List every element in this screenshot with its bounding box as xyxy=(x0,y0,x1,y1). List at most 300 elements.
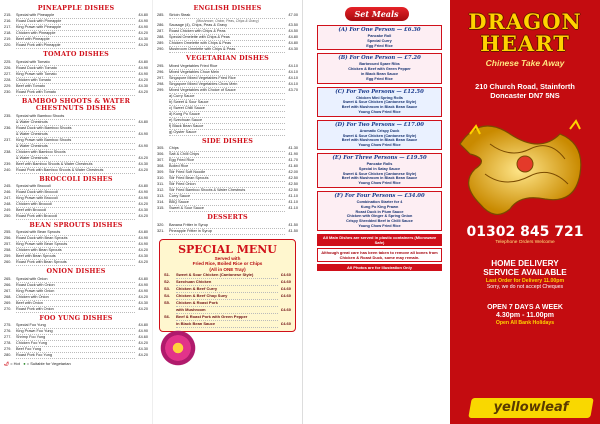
legend xyxy=(4,361,148,367)
item-price: £4.60 xyxy=(280,307,291,313)
item-number: 277. xyxy=(4,335,12,340)
item-number: S5. xyxy=(164,300,171,306)
item-price: £4.10 xyxy=(288,81,298,86)
item-number: 321. xyxy=(157,228,165,233)
item-number: 270. xyxy=(4,306,12,311)
desserts-title: DESSERTS xyxy=(207,213,248,222)
item-name: Beef Foo Yung xyxy=(16,347,135,353)
set-meal-line: Sweet & Sour Chicken (Cantonese Style) xyxy=(342,100,417,105)
menu-item xyxy=(4,168,148,174)
printer-logo-text: yellowleaf xyxy=(493,400,569,415)
item-number: S1. xyxy=(164,272,171,278)
item-number: 228. xyxy=(4,77,12,82)
bank-holidays: Open All Bank Holidays xyxy=(495,320,555,326)
bones-note: Although great care has been taken to remove all bones from Chicken & Roast Duck, some may remain. xyxy=(317,248,442,262)
item-price: £4.90 xyxy=(138,282,148,287)
item-price: £4.30 xyxy=(288,47,298,52)
cover-panel xyxy=(450,0,600,424)
item-price: £4.90 xyxy=(138,65,148,70)
item-number: 240. xyxy=(4,167,12,172)
item-price: £4.30 xyxy=(138,37,148,42)
item-name: Special with Broccoli xyxy=(16,184,135,190)
menu-item xyxy=(164,314,291,321)
item-number: 295. xyxy=(157,63,165,68)
item-name: Stir Fried Bean Sprouts xyxy=(169,176,285,182)
item-name: e) Szechuan Sauce xyxy=(169,118,285,124)
item-number: 255. xyxy=(4,230,12,235)
item-price: £4.90 xyxy=(138,25,148,30)
item-name: d) Kung Po Sauce xyxy=(169,112,285,118)
item-price: £4.20 xyxy=(138,260,148,265)
item-name: Special with Pineapple xyxy=(16,13,135,19)
item-price: £4.60 xyxy=(280,286,291,292)
item-price: £4.60 xyxy=(138,335,148,340)
item-name: Beef with Bamboo Shoots & Water Chestnuts xyxy=(16,162,135,168)
item-price: £4.90 xyxy=(138,329,148,334)
set-meals-banner: Set Meals xyxy=(345,7,409,21)
item-price: £4.80 xyxy=(288,35,298,40)
item-price: £4.80 xyxy=(138,119,148,124)
item-price: £4.90 xyxy=(138,190,148,195)
item-number: S4. xyxy=(164,293,171,299)
item-name: f) Black Bean Sauce xyxy=(169,124,285,130)
item-name: Mixed Vegetables Chow Mein xyxy=(169,70,285,76)
item-number: 275. xyxy=(4,323,12,328)
menu-item xyxy=(164,293,291,300)
item-name: Roast Pork Foo Yung xyxy=(16,353,135,359)
section-title: FOO YUNG DISHES xyxy=(39,313,113,322)
item-number: S6. xyxy=(164,314,171,320)
item-number: 307. xyxy=(157,158,165,163)
item-price xyxy=(286,130,298,136)
item-name: Roast Duck with Bamboo Shoots xyxy=(16,126,135,132)
set-meal-line: Young Chow Fried Rice xyxy=(358,109,401,114)
item-name: Chicken Omelette with Chips & Peas xyxy=(169,41,285,47)
item-name: Roast Pork with Onion xyxy=(16,307,135,313)
set-meal-line: Chicken & Beef with Green Pepper xyxy=(348,67,411,72)
item-number: 230. xyxy=(4,89,12,94)
section-title: ONION DISHES xyxy=(46,267,106,276)
item-name: Chicken with Bamboo Shoots xyxy=(16,150,135,156)
set-meal-line: Beef with Mushroom in Black Bean Sauce xyxy=(341,176,418,181)
item-price: £4.20 xyxy=(138,214,148,219)
item-price: £4.20 xyxy=(138,341,148,346)
item-number: 236. xyxy=(4,125,12,130)
item-number: 278. xyxy=(4,341,12,346)
set-meal-line: Crispy Shredded Beef in Chilli Sauce xyxy=(346,219,413,224)
item-number: 260. xyxy=(4,260,12,265)
item-name: Sweet & Sour Chicken (Cantonese Style) xyxy=(176,272,278,279)
item-name: Egg Fried Rice xyxy=(169,158,285,164)
item-name: Special with Bean Sprouts xyxy=(16,230,135,236)
item-name: & Water Chestnuts xyxy=(16,120,135,126)
address-line-1: 210 Church Road, Stainforth xyxy=(475,82,575,91)
item-name: Special with Bamboo Shoots xyxy=(16,114,135,120)
menu-item xyxy=(4,90,148,96)
item-number: 250. xyxy=(4,214,12,219)
item-price: £4.90 xyxy=(138,236,148,241)
item-price: £1.70 xyxy=(288,158,298,163)
item-price: £1.30 xyxy=(288,146,298,151)
special-served-line-2: Fried Rice, Boiled Rice or Chips xyxy=(192,261,263,267)
item-name: Roast Chicken with Chips & Peas xyxy=(169,29,285,35)
item-number: 269. xyxy=(4,300,12,305)
item-name: Singapore Mixed Vegetables Fried Rice xyxy=(169,76,285,82)
item-name: Stir Fried Bamboo Shoots & Water Chestnuts xyxy=(169,188,285,194)
item-number: 305. xyxy=(157,146,165,151)
item-number: 285. xyxy=(157,13,165,18)
item-number: 237. xyxy=(4,137,12,142)
legend-hot: = Hot xyxy=(10,361,20,367)
item-number: 299. xyxy=(157,87,165,92)
set-meal-line: Young Chow Fried Rice xyxy=(358,223,401,228)
item-number: 268. xyxy=(4,294,12,299)
item-number: 246. xyxy=(4,190,12,195)
item-price: £4.50 xyxy=(288,29,298,34)
item-number: 239. xyxy=(4,161,12,166)
menu-item xyxy=(4,353,148,359)
item-name: Beef & Roast Pork with Green Pepper xyxy=(176,314,278,321)
item-price: £1.50 xyxy=(288,222,298,227)
menu-item xyxy=(164,321,291,328)
menu-item xyxy=(164,279,291,286)
menu-item xyxy=(4,43,148,49)
item-number: 289. xyxy=(157,41,165,46)
set-meal-line: Beef with Mushroom in Black Bean Sauce xyxy=(341,105,418,110)
item-number: 288. xyxy=(157,35,165,40)
item-number: 245. xyxy=(4,184,12,189)
item-number: 258. xyxy=(4,248,12,253)
item-name: Mushroom Omelette with Chips & Peas xyxy=(169,47,285,53)
item-number: 249. xyxy=(4,208,12,213)
set-meal-line: Sweet & Sour Chicken (Cantonese Style) xyxy=(342,171,417,176)
menu-item xyxy=(164,307,291,314)
item-name: Chicken Foo Yung xyxy=(16,341,135,347)
special-served-line-3: (All in ONE Tray) xyxy=(209,266,246,272)
set-meal-heading: (D) For Two Persons — £17.00 xyxy=(335,121,424,128)
item-price: £4.80 xyxy=(138,276,148,281)
item-price: £4.30 xyxy=(138,161,148,166)
item-name: c) Sweet Chilli Sauce xyxy=(169,106,285,112)
item-number: 220. xyxy=(4,43,12,48)
item-number xyxy=(157,130,169,136)
item-name: Special Foo Yung xyxy=(16,323,135,329)
item-name: Curry Sauce xyxy=(169,194,285,200)
delivery-line-2: SERVICE AVAILABLE xyxy=(483,268,567,277)
item-number: 312. xyxy=(157,188,165,193)
item-price: £4.30 xyxy=(138,300,148,305)
item-price: £4.30 xyxy=(138,254,148,259)
item-price: £4.20 xyxy=(138,89,148,94)
item-number: 259. xyxy=(4,254,12,259)
set-meal-box xyxy=(317,53,442,83)
photos-note: All Photos are for Illustration Only xyxy=(317,264,442,271)
tagline: Chinese Take Away xyxy=(485,58,565,68)
set-meal-line: Combination Starter for 4 xyxy=(356,199,403,204)
item-name: Beef with Pineapple xyxy=(16,37,135,43)
item-number: S2. xyxy=(164,279,171,285)
item-price: £4.90 xyxy=(138,19,148,24)
item-number: 315. xyxy=(157,206,165,211)
item-number: 276. xyxy=(4,329,12,334)
menu-item xyxy=(157,130,298,136)
item-price: £4.30 xyxy=(138,347,148,352)
item-name: Roast Pork with Bean Sprouts xyxy=(16,260,135,266)
side-dishes-title: SIDE DISHES xyxy=(201,136,254,145)
item-price: £4.60 xyxy=(280,321,291,327)
item-price: £4.90 xyxy=(138,196,148,201)
item-number: 219. xyxy=(4,37,12,42)
set-meal-heading: (C) For Two Persons — £12.50 xyxy=(335,88,424,95)
open-days: OPEN 7 DAYS A WEEK xyxy=(487,304,563,311)
item-name: with Mushroom xyxy=(176,307,278,314)
phone-note: Telephone Orders Welcome xyxy=(495,240,555,245)
dragon-illustration xyxy=(450,104,600,224)
item-name: Chicken with Bean Sprouts xyxy=(16,248,135,254)
item-name: & Water Chestnuts xyxy=(16,132,135,138)
item-price: £4.80 xyxy=(138,13,148,18)
item-price: £4.60 xyxy=(280,279,291,285)
item-number: 309. xyxy=(157,170,165,175)
item-name: Beef with Bean Sprouts xyxy=(16,254,135,260)
item-price xyxy=(279,300,291,307)
item-price: £4.30 xyxy=(138,83,148,88)
opening-hours: 4.30pm - 11.00pm xyxy=(496,312,554,319)
item-price: £4.90 xyxy=(138,242,148,247)
delivery-line-1: HOME DELIVERY xyxy=(491,259,559,268)
menu-item xyxy=(157,47,298,53)
set-meal-line: Young Chow Fried Rice xyxy=(358,143,401,148)
set-meal-heading: (B) For One Person — £7.20 xyxy=(338,55,421,62)
item-price: £2.00 xyxy=(288,170,298,175)
item-price: £4.20 xyxy=(138,202,148,207)
address-line-2: Doncaster DN7 5NS xyxy=(490,91,560,100)
set-meal-line: Egg Fried Rice xyxy=(366,43,393,48)
item-number: 218. xyxy=(4,31,12,36)
logo-line-1: DRAGON xyxy=(468,9,582,34)
item-number: 238. xyxy=(4,149,12,154)
item-number: 257. xyxy=(4,242,12,247)
item-number: 310. xyxy=(157,176,165,181)
item-number: 286. xyxy=(157,23,165,28)
item-name: Roast Duck with Bean Sprouts xyxy=(16,236,135,242)
item-name: Sweet & Sour Sauce xyxy=(169,206,285,212)
item-price: £4.90 xyxy=(138,131,148,136)
item-price: £4.60 xyxy=(280,272,291,278)
menu-item xyxy=(164,286,291,293)
item-number: 229. xyxy=(4,83,12,88)
item-name: Salt & Chilli Chips xyxy=(169,152,285,158)
item-number: 267. xyxy=(4,288,12,293)
item-price: £3.50 xyxy=(288,23,298,28)
item-name: Roast Duck with Onion xyxy=(16,283,135,289)
chili-icon: 🌶 xyxy=(4,361,10,367)
menu-item xyxy=(4,260,148,266)
item-name: Chips xyxy=(169,146,285,152)
item-price: £4.10 xyxy=(288,63,298,68)
item-price: £4.90 xyxy=(138,71,148,76)
set-meal-line: Chicken Mini Spring Rolls xyxy=(356,95,403,100)
item-price: £1.10 xyxy=(288,200,298,205)
set-meal-heading: (A) For One Person — £6.30 xyxy=(338,27,421,33)
dragon-icon xyxy=(450,104,600,224)
item-price: £1.60 xyxy=(288,164,298,169)
item-name: Sausage (4), Chips, Peas & Gravy xyxy=(169,23,285,29)
item-name: Roast Duck with Tomato xyxy=(16,66,135,72)
item-name: Chicken with Broccoli xyxy=(16,202,135,208)
item-price: £4.20 xyxy=(138,248,148,253)
item-name: Roast Pork with Tomato xyxy=(16,90,135,96)
item-number: 320. xyxy=(157,222,165,227)
item-price: £4.90 xyxy=(138,143,148,148)
menu-item xyxy=(157,229,298,235)
menu-column-1 xyxy=(0,0,152,424)
item-number: 287. xyxy=(157,29,165,34)
set-meal-box xyxy=(317,153,442,188)
item-number: 226. xyxy=(4,65,12,70)
menu-item xyxy=(157,206,298,212)
set-meal-line: Barbecued Spare Ribs xyxy=(359,62,400,67)
item-name: King Prawn with Broccoli xyxy=(16,196,135,202)
item-number: 256. xyxy=(4,236,12,241)
item-price: £1.50 xyxy=(288,228,298,233)
item-number: 311. xyxy=(157,182,165,187)
item-name: King Prawn with Bean Sprouts xyxy=(16,242,135,248)
item-number: S3. xyxy=(164,286,171,292)
item-price: £4.20 xyxy=(138,77,148,82)
item-number: 215. xyxy=(4,13,12,18)
item-number: 248. xyxy=(4,202,12,207)
section-title: BEAN SPROUTS DISHES xyxy=(29,221,123,230)
vegetarian-dishes-title: VEGETARIAN DISHES xyxy=(186,54,269,63)
menu-item xyxy=(164,300,291,307)
set-meal-line: Sweet & Sour Chicken (Cantonese Style) xyxy=(342,133,417,138)
item-number: 266. xyxy=(4,282,12,287)
item-price: £4.80 xyxy=(138,230,148,235)
item-number: 235. xyxy=(4,113,12,118)
item-number: 225. xyxy=(4,59,12,64)
item-price: £4.10 xyxy=(288,75,298,80)
set-meals-column xyxy=(302,0,450,424)
item-name: & Water Chestnuts xyxy=(16,156,135,162)
item-number xyxy=(164,307,176,314)
container-note: All Main Dishes are served in plastic containers (Microwave Safe) xyxy=(317,234,442,246)
item-name: Banana Fritter in Syrup xyxy=(169,223,285,229)
item-number: 280. xyxy=(4,353,12,358)
item-name: King Prawn Foo Yung xyxy=(16,329,135,335)
item-number: 297. xyxy=(157,75,165,80)
set-meal-line: Special in Satay Sauce xyxy=(358,166,401,171)
item-price: £4.20 xyxy=(138,155,148,160)
item-name: Stir Fried Soft Noodle xyxy=(169,170,285,176)
special-menu-title: SPECIAL MENU xyxy=(178,242,277,256)
item-price: £4.80 xyxy=(288,41,298,46)
section-title: BAMBOO SHOOTS & WATER CHESTNUTS DISHES xyxy=(21,96,131,113)
set-meal-line: Kung Po King Prawn xyxy=(360,204,399,209)
item-number: 265. xyxy=(4,276,12,281)
item-name: King Prawn with Pineapple xyxy=(16,25,135,31)
item-price: £4.80 xyxy=(138,184,148,189)
item-price: £7.00 xyxy=(288,13,298,18)
item-number: 308. xyxy=(157,164,165,169)
phone-number: 01302 845 721 xyxy=(466,224,584,240)
set-meal-line: Pancake Rolls xyxy=(366,161,393,166)
item-name: Szechuan Chicken xyxy=(176,279,278,286)
item-name: Roast Pork with Pineapple xyxy=(16,43,135,49)
item-number: 216. xyxy=(4,19,12,24)
item-price xyxy=(279,314,291,321)
cheques-note: Sorry, we do not accept Cheques xyxy=(486,284,564,290)
set-meal-box xyxy=(317,87,442,117)
menu-item xyxy=(4,214,148,220)
item-name: King Prawn with Tomato xyxy=(16,72,135,78)
set-meal-line: Aromatic Crispy Duck xyxy=(359,128,400,133)
item-name: Shrimp Foo Yung xyxy=(16,335,135,341)
item-name: Beef with Broccoli xyxy=(16,208,135,214)
item-price: £4.90 xyxy=(138,288,148,293)
item-name: Boiled Rice xyxy=(169,164,285,170)
item-number: 247. xyxy=(4,196,12,201)
menu-item xyxy=(4,307,148,313)
set-meal-line: Special Curry xyxy=(367,38,392,43)
item-price: £4.10 xyxy=(288,69,298,74)
item-name: Mixed Vegetables Fried Rice xyxy=(169,64,285,70)
item-price: £2.50 xyxy=(288,182,298,187)
item-number: 279. xyxy=(4,347,12,352)
item-price: £4.80 xyxy=(138,59,148,64)
item-name: Roast Duck with Broccoli xyxy=(16,190,135,196)
item-price: £1.90 xyxy=(288,152,298,157)
set-meal-box xyxy=(317,120,442,150)
item-name: Special with Tomato xyxy=(16,60,135,66)
item-price: £4.60 xyxy=(280,293,291,299)
set-meal-heading: (F) For Four Persons — £34.00 xyxy=(334,192,425,199)
set-meal-heading: (E) For Three Persons — £19.50 xyxy=(332,154,427,161)
item-name: a) Curry Sauce xyxy=(169,94,285,100)
last-order: Last Order for Delivery 11.00pm xyxy=(485,278,565,284)
item-price: £4.80 xyxy=(138,323,148,328)
set-meal-box xyxy=(317,191,442,231)
item-name: BBQ Sauce xyxy=(169,200,285,206)
item-name: Special with Onion xyxy=(16,277,135,283)
item-number: 298. xyxy=(157,81,165,86)
menu-item xyxy=(164,272,291,279)
item-name: Chicken with Onion xyxy=(16,295,135,301)
set-meal-line: in Black Bean Sauce xyxy=(360,71,399,76)
item-price: £4.20 xyxy=(138,353,148,358)
item-name: g) Oyster Sauce xyxy=(169,130,285,136)
flower-decoration xyxy=(158,328,198,368)
item-price: £4.20 xyxy=(138,31,148,36)
item-price: £1.10 xyxy=(288,194,298,199)
item-price: £2.50 xyxy=(288,176,298,181)
set-meal-line: Young Chow Fried Rice xyxy=(358,181,401,186)
item-number: 306. xyxy=(157,152,165,157)
item-number: 296. xyxy=(157,69,165,74)
item-name: Sirloin Steak xyxy=(169,13,285,19)
item-price: £4.20 xyxy=(138,43,148,48)
item-price: £3.70 xyxy=(288,87,298,92)
item-name: Singapore Mixed Vegetables Chow Mein xyxy=(169,82,285,88)
item-number: 313. xyxy=(157,194,165,199)
item-name: Beef with Tomato xyxy=(16,84,135,90)
set-meal-line: Chicken with Ginger & Spring Onion xyxy=(346,214,413,219)
item-name: in Black Bean Sauce xyxy=(176,321,278,328)
set-meal-line: Roast Duck in Plum Sauce xyxy=(355,209,404,214)
item-name: Roast Pork with Bamboo Shoots & Water Chestnuts xyxy=(16,168,135,174)
item-name: King Prawn with Bamboo Shoots xyxy=(16,138,135,144)
item-name: Roast Duck with Pineapple xyxy=(16,19,135,25)
